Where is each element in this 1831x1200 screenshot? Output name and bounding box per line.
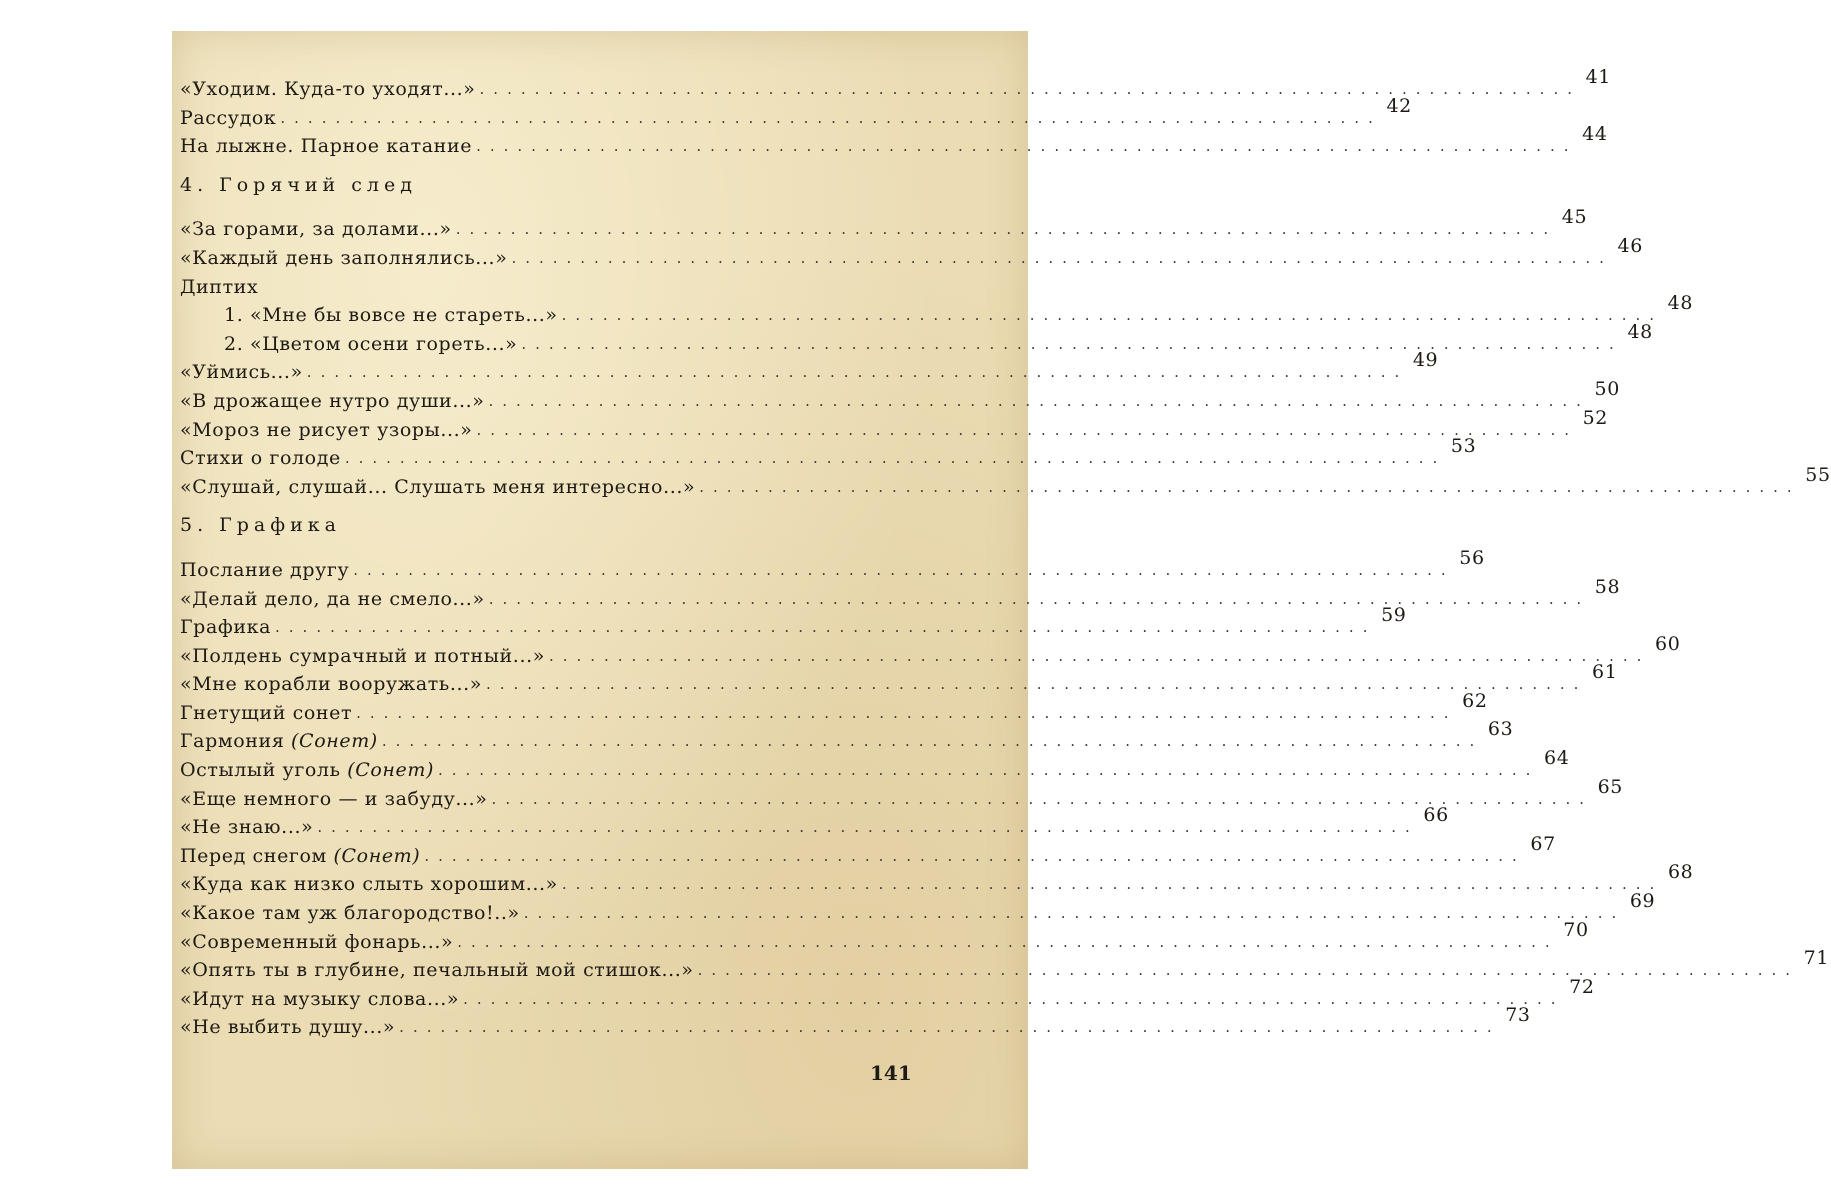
toc-entry-page: 52	[1582, 406, 1608, 429]
toc-entry-page: 72	[1569, 975, 1595, 998]
toc-entry-page: 67	[1530, 832, 1556, 855]
toc-entry-page: 62	[1462, 689, 1488, 712]
toc-entry-title-text: «Уймись...»	[180, 361, 303, 384]
toc-entry-page: 61	[1592, 661, 1618, 684]
toc-entry-page: 55	[1805, 463, 1831, 486]
toc-entry-title	[180, 473, 699, 502]
toc-entry-page: 48	[1667, 292, 1694, 315]
toc-entry-title	[180, 613, 275, 642]
toc-entry-title-text: Гнетущий сонет	[180, 701, 353, 724]
toc-entry-title-text: Перед снегом	[180, 844, 327, 867]
dot-leader: ................................................................................	[399, 1018, 1501, 1037]
dot-leader: ................................................................................	[317, 818, 1419, 837]
toc-entry-title-text: На лыжне. Парное катание	[180, 135, 473, 158]
toc-entry-title	[224, 301, 562, 330]
dot-leader: ................................................................................	[457, 932, 1559, 951]
toc-entry	[180, 234, 1643, 273]
book-page	[172, 31, 1831, 1169]
dot-leader: ................................................................................	[488, 391, 1590, 410]
dot-leader: ................................................................................	[381, 732, 1484, 751]
toc-entry	[180, 689, 1488, 728]
toc-entry-title-text: «Мне корабли вооружать...»	[180, 673, 482, 696]
table-of-contents	[180, 66, 1831, 1042]
toc-entry-title-text: «Мороз не рисует узоры...»	[180, 418, 473, 441]
toc-entry	[180, 661, 1618, 699]
dot-leader: ................................................................................	[548, 646, 1651, 665]
toc-entry-page: 63	[1487, 718, 1514, 741]
toc-entry-page: 70	[1563, 918, 1589, 941]
toc-entry-title	[224, 330, 521, 359]
toc-entry-title-text: «Современный фонарь...»	[180, 930, 454, 953]
toc-entry	[180, 320, 1653, 359]
dot-leader: ................................................................................	[511, 248, 1613, 267]
toc-entry-title-text: Гармония	[180, 730, 285, 753]
page-number: 141	[870, 1061, 912, 1085]
toc-entry-page: 73	[1505, 1004, 1531, 1027]
toc-entry-note: (Сонет)	[347, 759, 434, 782]
toc-entry-page: 59	[1381, 604, 1407, 627]
toc-entry-page: 66	[1423, 804, 1449, 827]
toc-entry-note: (Сонет)	[333, 844, 421, 867]
dot-leader: ................................................................................	[280, 108, 1382, 127]
toc-entry-page: 60	[1655, 632, 1681, 655]
toc-entry-page: 45	[1561, 206, 1588, 229]
toc-entry-title	[180, 104, 280, 133]
toc-entry-note: (Сонет)	[291, 730, 378, 753]
toc-entry-page: 42	[1386, 94, 1412, 117]
dot-leader: ................................................................................	[463, 989, 1565, 1008]
toc-entry	[180, 94, 1412, 133]
toc-entry-title	[180, 244, 511, 273]
toc-entry-title-text: «Опять ты в глубине, печальный мой стишок...»	[180, 959, 694, 982]
toc-entry-title-text: «В дрожащее нутро души...»	[180, 389, 485, 412]
dot-leader: ................................................................................	[491, 789, 1593, 808]
dot-leader: ................................................................................	[523, 904, 1626, 923]
toc-entry-page: 41	[1585, 66, 1611, 88]
toc-entry-page: 65	[1597, 775, 1623, 798]
toc-entry-title-text: Послание другу	[180, 558, 350, 581]
toc-entry-page: 48	[1627, 320, 1653, 343]
toc-entry	[180, 273, 934, 302]
toc-entry	[180, 546, 1485, 585]
toc-group-4	[180, 206, 1831, 501]
toc-entry-title	[180, 842, 424, 871]
toc-entry-title-text: Стихи о голоде	[180, 447, 341, 470]
toc-entry-title	[180, 956, 698, 985]
toc-entry	[180, 918, 1589, 957]
toc-entry	[180, 747, 1570, 785]
toc-entry	[180, 832, 1556, 871]
toc-entry-title	[180, 985, 463, 1014]
toc-entry-title	[180, 416, 477, 445]
toc-entry-title-text: «Не знаю...»	[180, 816, 314, 839]
dot-leader: ................................................................................	[699, 477, 1801, 496]
toc-entry	[180, 632, 1681, 671]
toc-entry	[180, 292, 1694, 330]
toc-entry-title	[180, 813, 317, 842]
toc-entry-title-text: «Не выбить душу...»	[180, 1016, 396, 1039]
toc-entry-title-text: «Делай дело, да не смело...»	[180, 587, 485, 610]
toc-entry-title-text: «Еще немного — и забуду...»	[180, 787, 488, 810]
toc-entry-title	[180, 358, 307, 387]
toc-entry-title	[180, 273, 262, 302]
toc-entry-title	[180, 699, 356, 728]
toc-entry-title	[180, 1013, 399, 1042]
dot-leader: ................................................................................	[561, 306, 1664, 325]
dot-leader: ................................................................................	[476, 137, 1578, 156]
section-heading-4: 4. Горячий след	[180, 173, 417, 196]
toc-entry-title-text: «Полдень сумрачный и потный...»	[180, 644, 545, 667]
section-heading-5: 5. Графика	[180, 514, 341, 537]
toc-entry-page: 53	[1450, 435, 1477, 458]
toc-entry-title	[180, 870, 562, 899]
toc-entry-title-text: 1. «Мне бы вовсе не стареть...»	[224, 304, 558, 327]
toc-entry-page: 44	[1582, 123, 1608, 146]
toc-entry-title-text: «Куда как низко слыть хорошим...»	[180, 873, 558, 896]
toc-entry-page: 49	[1412, 349, 1439, 372]
toc-entry	[180, 349, 1439, 387]
toc-entry-title-text: «Идут на музыку слова...»	[180, 987, 460, 1010]
dot-leader: ................................................................................	[485, 675, 1588, 694]
toc-entry	[180, 604, 1407, 642]
dot-leader: ................................................................................	[356, 703, 1458, 722]
toc-entry-title-text: «Каждый день заполнялись...»	[180, 246, 508, 269]
toc-entry-page: 56	[1459, 546, 1485, 569]
toc-entry	[180, 206, 1588, 244]
toc-entry-title	[180, 387, 488, 416]
toc-entry	[180, 406, 1608, 445]
toc-entry-page: 58	[1594, 575, 1621, 598]
dot-leader: ................................................................................	[488, 589, 1591, 608]
toc-entry-page: 46	[1617, 234, 1643, 257]
dot-leader: ................................................................................	[306, 363, 1409, 382]
dot-leader: ................................................................................	[344, 449, 1447, 468]
dot-leader: ................................................................................	[455, 220, 1558, 239]
toc-entry-title-text: Диптих	[180, 275, 259, 298]
toc-entry-title-text: «Какое там уж благородство!..»	[180, 902, 520, 925]
toc-entry-title	[180, 132, 476, 161]
toc-entry-title	[180, 75, 480, 104]
toc-entry	[180, 947, 1830, 985]
toc-entry	[180, 804, 1449, 842]
toc-entry-title-text: «За горами, за долами...»	[180, 218, 452, 241]
toc-entry	[180, 575, 1621, 614]
toc-entry-title	[180, 899, 524, 928]
dot-leader: ................................................................................	[561, 875, 1664, 894]
toc-entry-title-text: 2. «Цветом осени гореть...»	[224, 332, 518, 355]
toc-entry-page: 69	[1629, 890, 1656, 913]
toc-group-5	[180, 546, 1830, 1042]
toc-entry	[180, 975, 1595, 1014]
toc-entry	[180, 123, 1608, 161]
dot-leader: ................................................................................	[479, 80, 1581, 98]
toc-entry	[180, 435, 1477, 473]
toc-entry-title	[180, 556, 353, 585]
toc-entry	[180, 463, 1831, 502]
toc-entry	[180, 66, 1611, 104]
dot-leader: ................................................................................	[424, 846, 1526, 865]
dot-leader: ................................................................................	[437, 761, 1540, 780]
toc-entry-title-text: «Уходим. Куда-то уходят...»	[180, 78, 476, 100]
dot-leader: ................................................................................	[476, 420, 1578, 439]
toc-entry-title	[180, 642, 549, 671]
toc-group-1	[180, 66, 1611, 161]
toc-entry	[180, 775, 1623, 814]
toc-entry-title	[180, 756, 438, 785]
toc-entry-title	[180, 215, 456, 244]
toc-entry-title-text: Рассудок	[180, 106, 277, 129]
toc-entry-title	[180, 585, 489, 614]
toc-entry-page: 64	[1544, 747, 1570, 770]
toc-entry-page: 50	[1594, 377, 1620, 400]
toc-entry	[180, 890, 1656, 928]
toc-entry-title	[180, 727, 382, 756]
toc-entry	[180, 718, 1514, 756]
dot-leader: ................................................................................	[697, 961, 1800, 980]
toc-entry-title	[180, 928, 457, 957]
toc-entry	[180, 377, 1620, 416]
toc-entry	[180, 861, 1694, 899]
toc-entry-page: 71	[1803, 947, 1830, 970]
toc-entry-title-text: Графика	[180, 616, 272, 639]
dot-leader: ................................................................................	[275, 618, 1377, 637]
toc-entry-title-text: «Слушай, слушай... Слушать меня интересно...»	[180, 475, 696, 498]
toc-entry	[180, 1004, 1531, 1042]
toc-entry-title	[180, 785, 492, 814]
toc-entry-page: 68	[1667, 861, 1694, 884]
toc-entry-title	[180, 444, 345, 473]
toc-entry-title	[180, 670, 486, 699]
toc-entry-title-text: Остылый уголь	[180, 759, 341, 782]
dot-leader: ................................................................................	[353, 560, 1455, 579]
dot-leader: ................................................................................	[521, 334, 1623, 353]
